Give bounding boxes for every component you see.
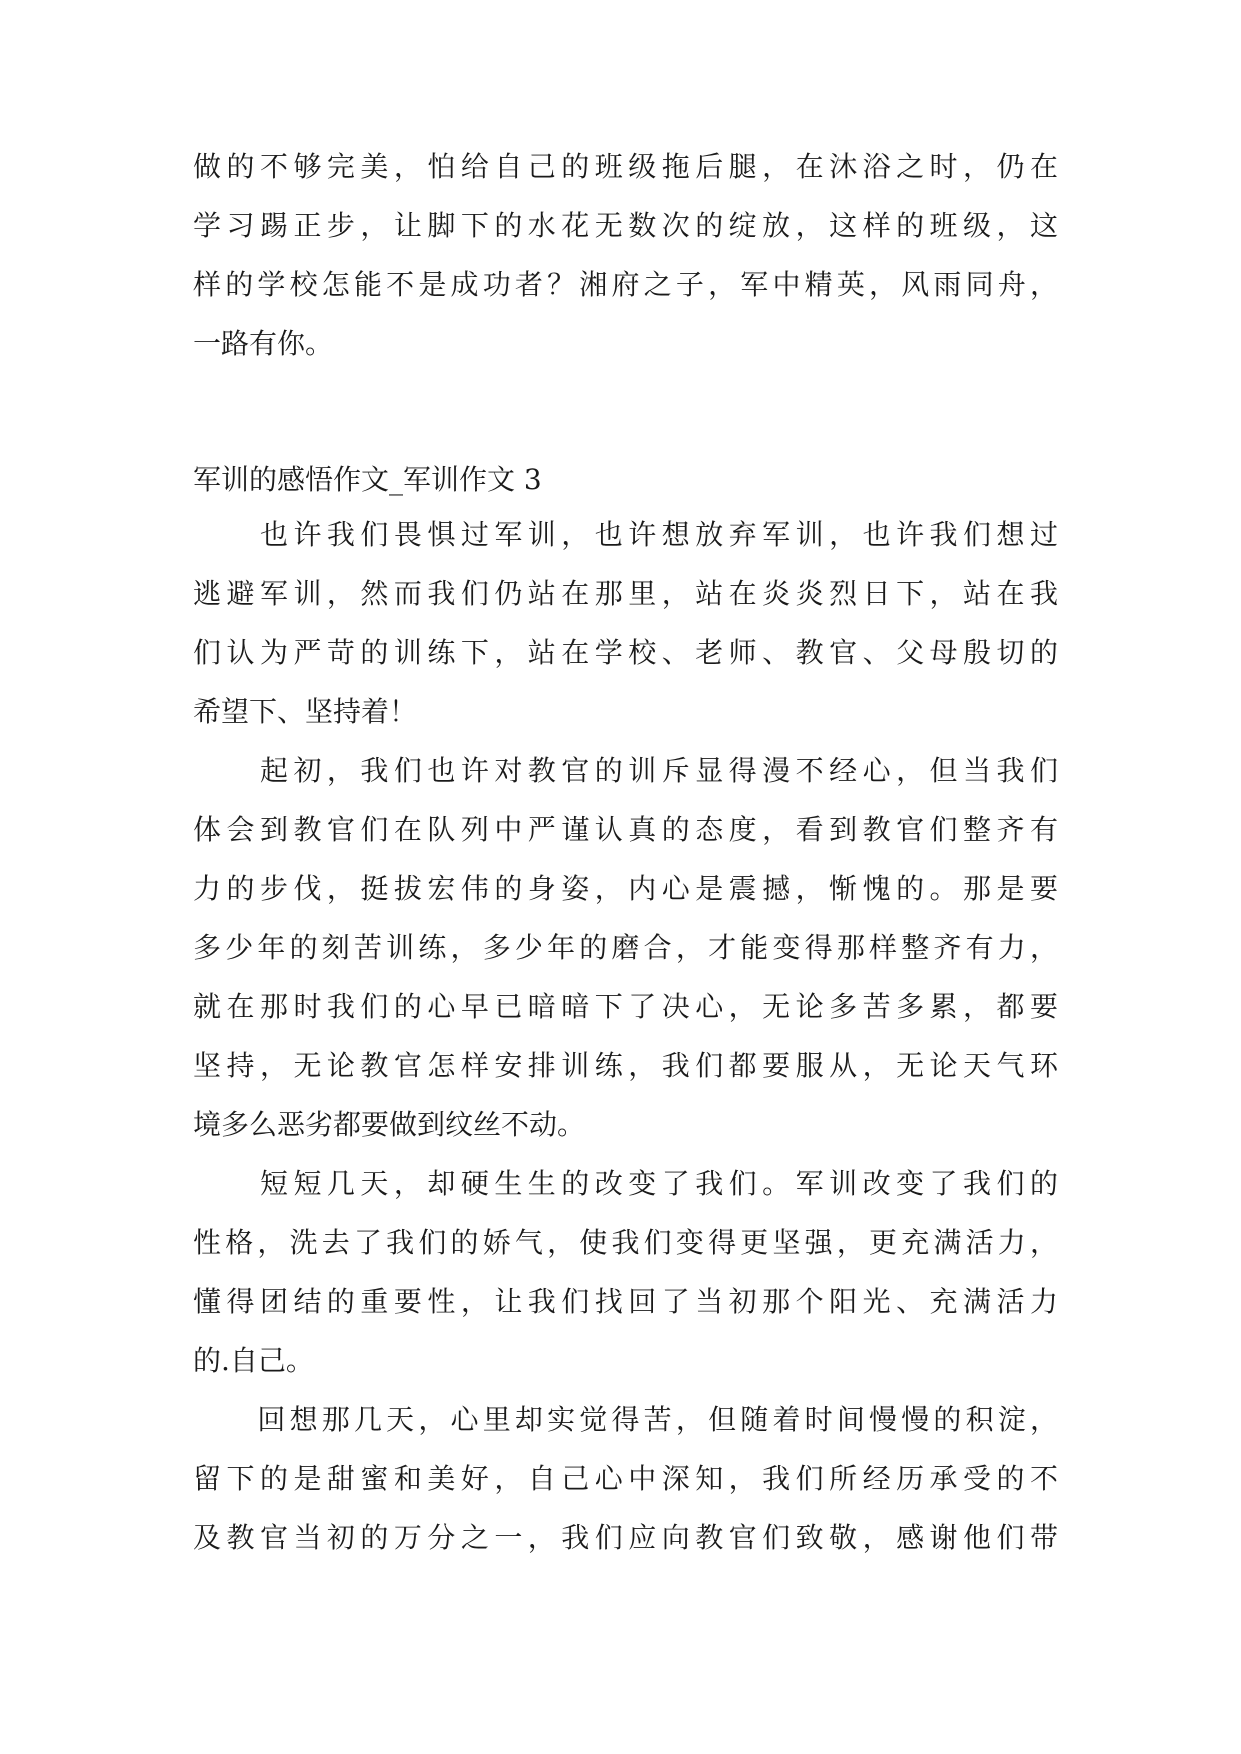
- paragraph-line: 一路有你。: [193, 327, 334, 360]
- paragraph-line: 希望下、坚持着！: [193, 695, 418, 728]
- paragraph-line: 也许我们畏惧过军训，也许想放弃军训，也许我们想过: [193, 518, 1058, 551]
- paragraph-line: 体会到教官们在队列中严谨认真的态度，看到教官们整齐有: [193, 813, 1058, 846]
- paragraph-line: 的.自己。: [193, 1344, 314, 1377]
- paragraph-line: 就在那时我们的心早已暗暗下了决心，无论多苦多累，都要: [193, 990, 1058, 1023]
- paragraph-line: 做的不够完美，怕给自己的班级拖后腿，在沐浴之时，仍在: [193, 150, 1058, 183]
- paragraph-line: 学习踢正步，让脚下的水花无数次的绽放，这样的班级，这: [193, 209, 1058, 242]
- section-heading: 军训的感悟作文_军训作文 3: [193, 463, 542, 496]
- paragraph-3: [193, 1154, 1058, 1390]
- paragraph-line: 样的学校怎能不是成功者？湘府之子，军中精英，风雨同舟，: [193, 268, 1058, 301]
- paragraph-line: 境多么恶劣都要做到纹丝不动。: [193, 1108, 586, 1141]
- paragraph-line: 多少年的刻苦训练，多少年的磨合，才能变得那样整齐有力，: [193, 931, 1058, 964]
- paragraph-4: [193, 1390, 1058, 1567]
- paragraph-2: [193, 741, 1058, 1154]
- paragraph-line: 性格，洗去了我们的娇气，使我们变得更坚强，更充满活力，: [193, 1226, 1058, 1259]
- paragraph-line: 及教官当初的万分之一，我们应向教官们致敬，感谢他们带: [193, 1521, 1058, 1554]
- paragraph-line: 力的步伐，挺拔宏伟的身姿，内心是震撼，惭愧的。那是要: [193, 872, 1058, 905]
- paragraph-line: 坚持，无论教官怎样安排训练，我们都要服从，无论天气环: [193, 1049, 1058, 1082]
- paragraph-line: 们认为严苛的训练下，站在学校、老师、教官、父母殷切的: [193, 636, 1058, 669]
- paragraph-line: 起初，我们也许对教官的训斥显得漫不经心，但当我们: [193, 754, 1058, 787]
- paragraph-1: [193, 505, 1058, 741]
- paragraph-line: 短短几天，却硬生生的改变了我们。军训改变了我们的: [193, 1167, 1058, 1200]
- paragraph-line: 留下的是甜蜜和美好，自己心中深知，我们所经历承受的不: [193, 1462, 1058, 1495]
- paragraph-line: 回想那几天，心里却实觉得苦，但随着时间慢慢的积淀，: [193, 1403, 1058, 1436]
- intro-paragraph: [193, 137, 1058, 373]
- paragraph-line: 逃避军训，然而我们仍站在那里，站在炎炎烈日下，站在我: [193, 577, 1058, 610]
- paragraph-line: 懂得团结的重要性，让我们找回了当初那个阳光、充满活力: [193, 1285, 1058, 1318]
